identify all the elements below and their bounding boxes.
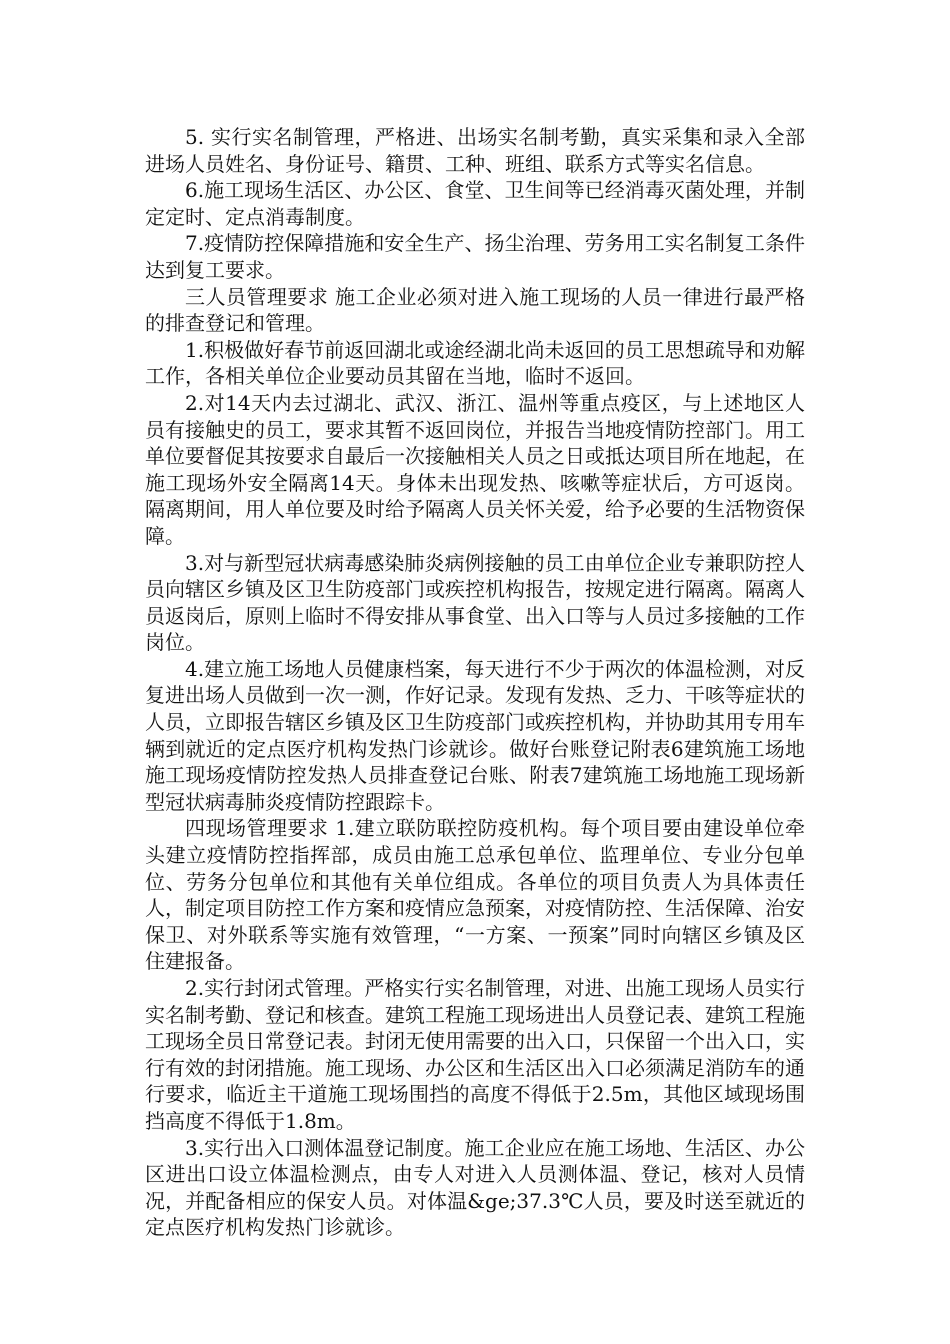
- paragraph-temperature-check: 3.实行出入口测体温登记制度。施工企业应在施工场地、生活区、办公区进出口设立体温检测点，由专人对进入人员测体温、登记，核对人员情况，并配备相应的保安人员。对体温&ge;37.3℃人员，要及时送至就近的定点医疗机构发热门诊就诊。: [145, 1135, 805, 1240]
- section-heading-site-management: 四现场管理要求 1.建立联防联控防疫机构。每个项目要由建设单位牵头建立疫情防控指挥部，成员由施工总承包单位、监理单位、专业分包单位、劳务分包单位和其他有关单位组成。各单位的项目负责人为具体责任人，制定项目防控工作方案和疫情应急预案，对疫情防控、生活保障、治安保卫、对外联系等实施有效管理，“一方案、一预案”同时向辖区乡镇及区住建报备。: [145, 816, 805, 974]
- section-heading-personnel-management: 三人员管理要求 施工企业必须对进入施工现场的人员一律进行最严格的排查登记和管理。: [145, 284, 805, 336]
- paragraph-health-records: 4.建立施工场地人员健康档案，每天进行不少于两次的体温检测，对反复进出场人员做到一次一测，作好记录。发现有发热、乏力、干咳等症状的人员，立即报告辖区乡镇及区卫生防疫部门或疾控机构，并协助其用专用车辆到就近的定点医疗机构发热门诊就诊。做好台账登记附表6建筑施工场地施工现场疫情防控发热人员排查登记台账、附表7建筑施工场地施工现场新型冠状病毒肺炎疫情防控跟踪卡。: [145, 656, 805, 814]
- paragraph-resumption-conditions: 7.疫情防控保障措施和安全生产、扬尘治理、劳务用工实名制复工条件达到复工要求。: [145, 231, 805, 282]
- paragraph-isolation-14-days: 2.对14天内去过湖北、武汉、浙江、温州等重点疫区，与上述地区人员有接触史的员工，要求其暂不返回岗位，并报告当地疫情防控部门。用工单位要督促其按要求自最后一次接触相关人员之日或抵达项目所在地起，在施工现场外安全隔离14天。身体未出现发热、咳嗽等症状后，方可返岗。隔离期间，用人单位要及时给予隔离人员关怀关爱，给予必要的生活物资保障。: [145, 390, 805, 548]
- paragraph-disinfection: 6.施工现场生活区、办公区、食堂、卫生间等已经消毒灭菌处理，并制定定时、定点消毒制度。: [145, 178, 805, 229]
- paragraph-contact-reporting: 3.对与新型冠状病毒感染肺炎病例接触的员工由单位企业专兼职防控人员向辖区乡镇及区卫生防疫部门或疾控机构报告，按规定进行隔离。隔离人员返岗后，原则上临时不得安排从事食堂、出入口等与人员过多接触的工作岗位。: [145, 550, 805, 655]
- document-body: [145, 124, 805, 1241]
- paragraph-hubei-employees: 1.积极做好春节前返回湖北或途经湖北尚未返回的员工思想疏导和劝解工作，各相关单位企业要动员其留在当地，临时不返回。: [145, 337, 805, 389]
- paragraph-closed-management: 2.实行封闭式管理。严格实行实名制管理，对进、出施工现场人员实行实名制考勤、登记和核查。建筑工程施工现场进出人员登记表、建筑工程施工现场全员日常登记表。封闭无使用需要的出入口，只保留一个出入口，实行有效的封闭措施。施工现场、办公区和生活区出入口必须满足消防车的通行要求，临近主干道施工现场围挡的高度不得低于2.5m，其他区域现场围挡高度不得低于1.8m。: [145, 976, 805, 1133]
- paragraph-real-name-management: 5. 实行实名制管理，严格进、出场实名制考勤，真实采集和录入全部进场人员姓名、身份证号、籍贯、工种、班组、联系方式等实名信息。: [145, 125, 805, 176]
